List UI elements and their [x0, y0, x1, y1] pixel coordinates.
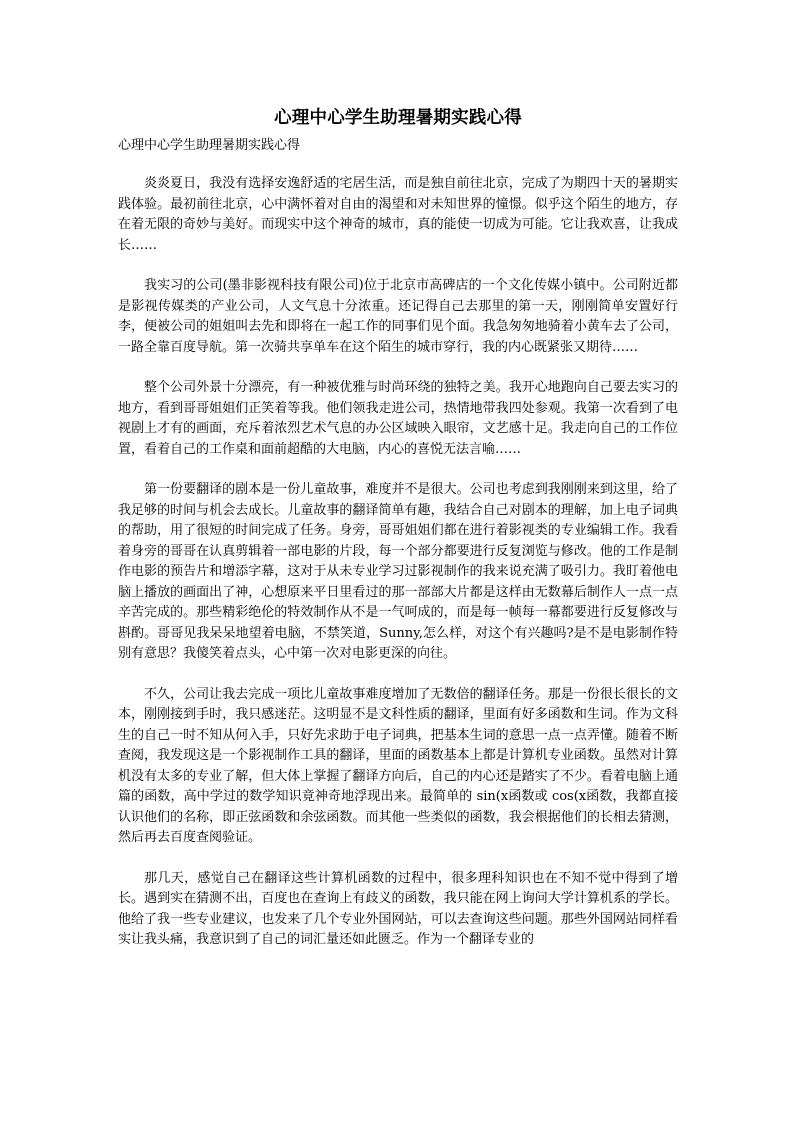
paragraph-3: 整个公司外景十分漂亮，有一种被优雅与时尚环绕的独特之美。我开心地跑向自己要去实习的地方，看到哥哥姐姐们正笑着等我。他们领我走进公司，热情地带我四处参观。我第一次看到了电视剧上才有的画面，充斥着浓烈艺术气息的办公区域映入眼帘，文艺感十足。我走向自己的工作位置，看着自己的工作桌和面前超酷的大电脑，内心的喜悦无法言喻……: [118, 380, 678, 457]
paragraph-4: 第一份要翻译的剧本是一份儿童故事，难度并不是很大。公司也考虑到我刚刚来到这里，给了我足够的时间与机会去成长。儿童故事的翻译简单有趣，我结合自己对剧本的理解，加上电子词典的帮助，用了很短的时间完成了任务。身旁，哥哥姐姐们都在进行着影视类的专业编辑工作。我看着身旁的哥哥在认真剪辑着一部电影的片段，每一个部分都要进行反复浏览与修改。他的工作是制作电影的预告片和增添字幕，这对于从未专业学习过影视制作的我来说充满了吸引力。我盯着他电脑上播放的画面出了神，心想原来平日里看过的那一部部大片都是这样由无数幕后制作人一点一点辛苦完成的。那些精彩绝伦的特效制作从不是一气呵成的，而是每一帧每一幕都要进行反复修改与斟酌。哥哥见我呆呆地望着电脑，不禁笑道，Sunny,怎么样，对这个有兴趣吗?是不是电影制作特别有意思？我傻笑着点头，心中第一次对电影更深的向往。: [118, 482, 678, 661]
document-subtitle: 心理中心学生助理暑期实践心得: [118, 138, 301, 153]
document-title: 心理中心学生助理暑期实践心得: [274, 108, 522, 128]
paragraph-2: 我实习的公司(墨非影视科技有限公司)位于北京市高碑店的一个文化传媒小镇中。公司附近都是影视传媒类的产业公司，人文气息十分浓重。还记得自己去那里的第一天，刚刚简单安置好行李，便被公司的姐姐叫去先和即将在一起工作的同事们见个面。我急匆匆地骑着小黄车去了公司，一路全靠百度导航。第一次骑共享单车在这个陌生的城市穿行，我的内心既紧张又期待……: [118, 278, 678, 355]
paragraph-1: 炎炎夏日，我没有选择安逸舒适的宅居生活，而是独自前往北京，完成了为期四十天的暑期实践体验。最初前往北京，心中满怀着对自由的渴望和对未知世界的憧憬。似乎这个陌生的地方，存在着无限的奇妙与美好。而现实中这个神奇的城市，真的能使一切成为可能。它让我欢喜，让我成长……: [118, 176, 678, 253]
paragraph-6: 那几天，感觉自己在翻译这些计算机函数的过程中，很多理科知识也在不知不觉中得到了增长。遇到实在猜测不出，百度也在查询上有歧义的函数，我只能在网上询问大学计算机系的学长。他给了我一些专业建议，也发来了几个专业外国网站，可以去查询这些问题。那些外国网站同样看实让我头痛，我意识到了自己的词汇量还如此匮乏。作为一个翻译专业的: [118, 870, 678, 947]
document-page: [118, 104, 678, 971]
paragraph-5: 不久，公司让我去完成一项比儿童故事难度增加了无数倍的翻译任务。那是一份很长很长的文本，刚刚接到手时，我只感迷茫。这明显不是文科性质的翻译，里面有好多函数和生词。作为文科生的自己一时不知从何入手，只好先求助于电子词典，把基本生词的意思一点一点弄懂。随着不断查阅，我发现这是一个影视制作工具的翻译，里面的函数基本上都是计算机专业函数。虽然对计算机没有太多的专业了解，但大体上掌握了翻译方向后，自己的内心还是踏实了不少。看着电脑上通篇的函数，高中学过的数学知识竟神奇地浮现出来。最简单的 sin(x函数或 cos(x函数，我都直接认识他们的名称，即正弦函数和余弦函数。而其他一些类似的函数，我会根据他们的长相去猜测，然后再去百度查阅验证。: [118, 686, 678, 845]
